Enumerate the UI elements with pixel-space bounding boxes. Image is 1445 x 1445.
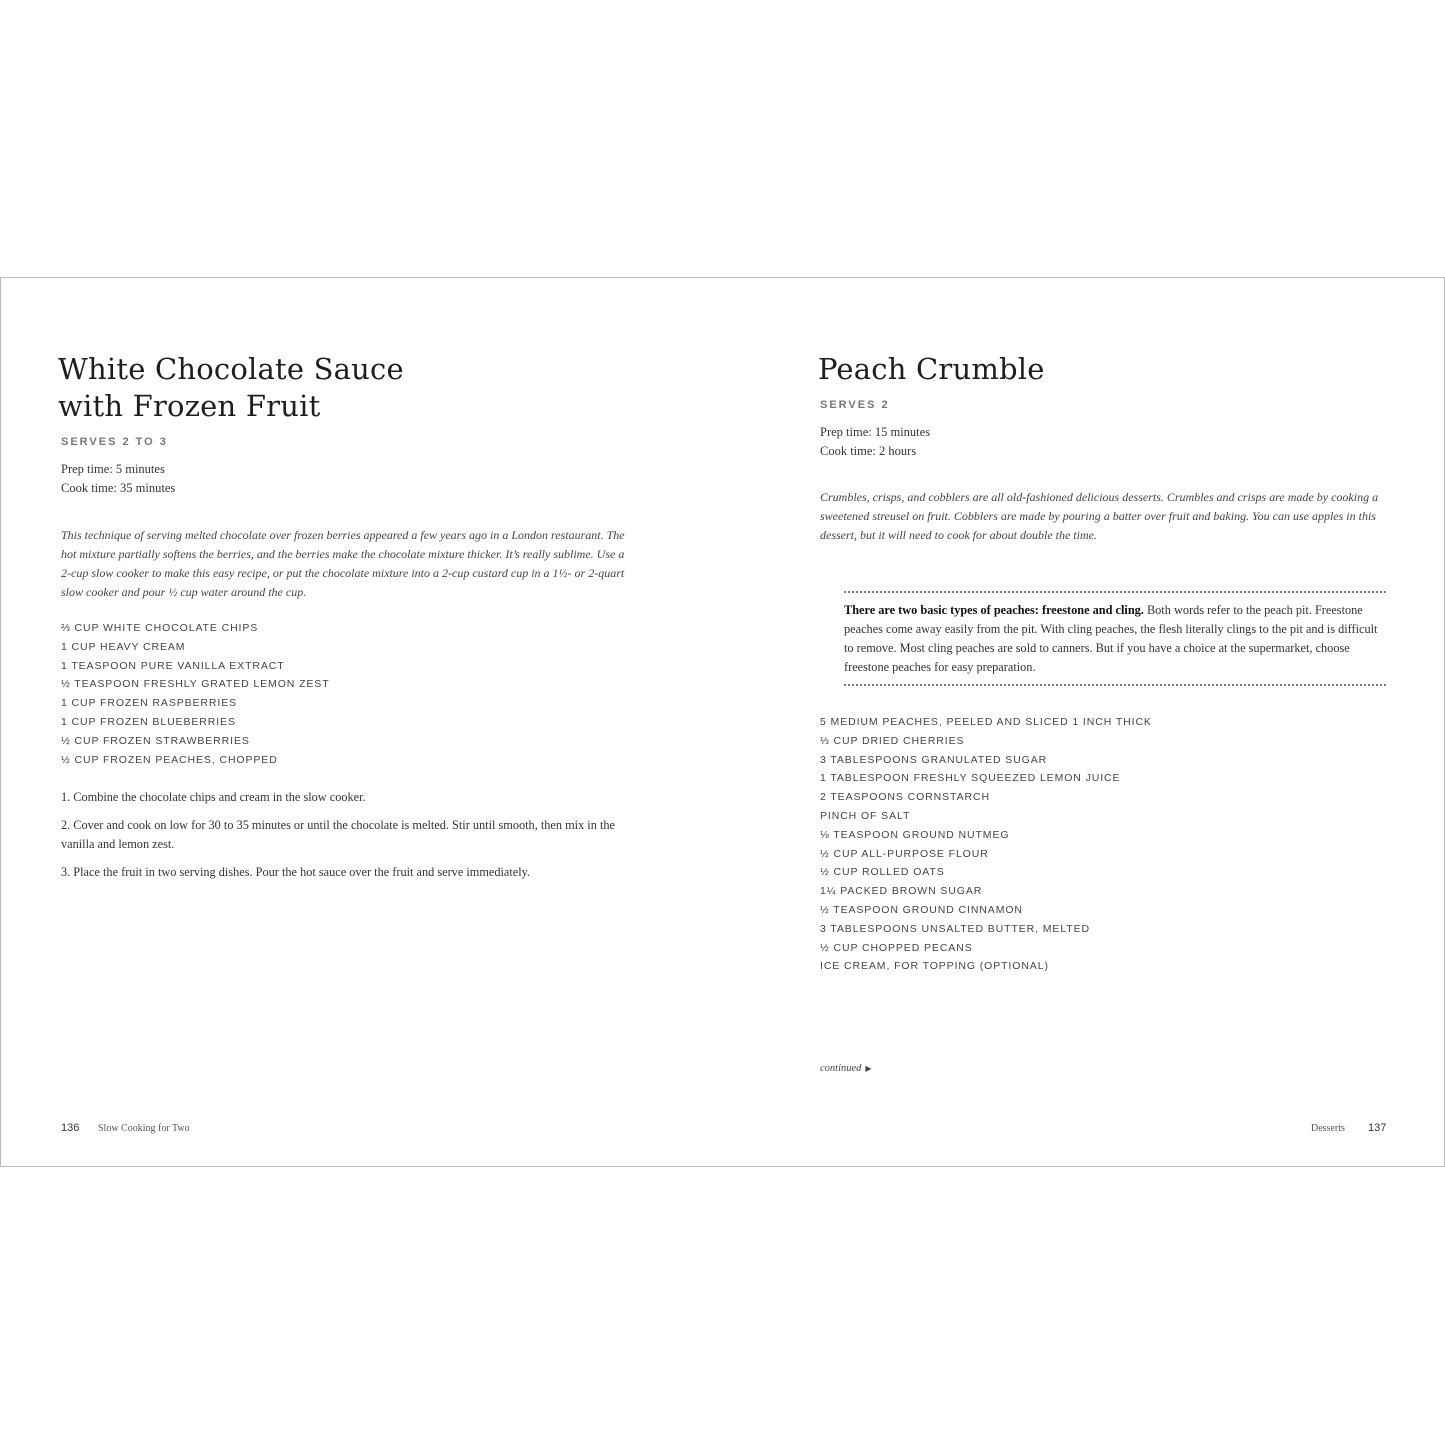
method-step: 3. Place the fruit in two serving dishes. Pour the hot sauce over the fruit and serve immediately. xyxy=(61,865,531,879)
ingredient-item: ICE CREAM, FOR TOPPING (OPTIONAL) xyxy=(820,960,1049,973)
ingredient-item: ⅓ CUP DRIED CHERRIES xyxy=(820,734,965,747)
ingredient-item: PINCH OF SALT xyxy=(820,809,911,822)
tip-divider-bottom xyxy=(844,684,1386,686)
ingredient-item: ½ TEASPOON GROUND CINNAMON xyxy=(820,903,1023,916)
running-head-left: Slow Cooking for Two xyxy=(98,1123,190,1134)
recipe-title xyxy=(58,351,404,425)
ingredient-item: 2 TEASPOONS CORNSTARCH xyxy=(820,791,990,804)
cook-time: Cook time: 2 hours xyxy=(820,444,917,458)
tip-divider-top xyxy=(844,591,1386,593)
running-head-right: Desserts xyxy=(1311,1123,1345,1134)
book-spread xyxy=(0,277,1445,1167)
recipe-intro: Crumbles, crisps, and cobblers are all old-fashioned delicious desserts. Crumbles and crisps are made by cooking a sweetened streusel on fruit. Cobblers are made by pouring a batter over fruit and baking. You can use apples in this dessert, but it will need to cook for about double the time. xyxy=(820,490,1379,542)
ingredient-item: 3 TABLESPOONS UNSALTED BUTTER, MELTED xyxy=(820,922,1090,935)
recipe-times xyxy=(820,423,930,461)
recipe-title-line-2: with Frozen Fruit xyxy=(58,389,321,423)
ingredient-item: 5 MEDIUM PEACHES, PEELED AND SLICED 1 INCH THICK xyxy=(820,716,1152,728)
continued-marker xyxy=(820,1063,872,1074)
tip-box xyxy=(844,601,1388,677)
page-number-right: 137 xyxy=(1368,1122,1387,1134)
ingredient-item: 1 CUP FROZEN RASPBERRIES xyxy=(61,697,238,710)
ingredient-item: ½ CUP ROLLED OATS xyxy=(820,866,945,879)
method-steps xyxy=(61,788,617,891)
ingredient-item: ½ CUP FROZEN PEACHES, CHOPPED xyxy=(61,753,278,766)
ingredient-item: ½ CUP CHOPPED PECANS xyxy=(820,941,973,954)
ingredient-item: ⅛ TEASPOON GROUND NUTMEG xyxy=(820,828,1010,841)
page-number-left: 136 xyxy=(61,1122,80,1134)
ingredient-item: ⅔ CUP WHITE CHOCOLATE CHIPS xyxy=(61,622,259,634)
serves-label: SERVES 2 xyxy=(820,399,890,411)
prep-time: Prep time: 15 minutes xyxy=(820,425,931,439)
cook-time: Cook time: 35 minutes xyxy=(61,481,176,495)
tip-heading: There are two basic types of peaches: freestone and cling. xyxy=(844,603,1144,617)
recipe-times xyxy=(61,460,175,498)
left-page xyxy=(1,278,723,1166)
tip-body: Both words refer to the peach pit. Freestone peaches come away easily from the pit. With cling peaches, the flesh literally clings to the pit and is difficult to remove. Most cling peaches are sold to canners. But if you have a choice at the supermarket, choose freestone peaches for easy preparation. xyxy=(844,603,1378,674)
continued-label: continued xyxy=(820,1063,862,1074)
ingredient-item: ½ CUP ALL-PURPOSE FLOUR xyxy=(820,847,989,860)
prep-time: Prep time: 5 minutes xyxy=(61,462,165,476)
recipe-title-line-1: White Chocolate Sauce xyxy=(58,352,404,386)
serves-label: SERVES 2 TO 3 xyxy=(61,436,168,448)
ingredient-item: 1 CUP HEAVY CREAM xyxy=(61,640,186,653)
method-step: 1. Combine the chocolate chips and cream in the slow cooker. xyxy=(61,790,366,804)
ingredient-item: 1 CUP FROZEN BLUEBERRIES xyxy=(61,715,236,728)
ingredient-item: ½ TEASPOON FRESHLY GRATED LEMON ZEST xyxy=(61,678,330,691)
ingredient-item: 1¼ PACKED BROWN SUGAR xyxy=(820,885,983,898)
ingredient-item: 3 TABLESPOONS GRANULATED SUGAR xyxy=(820,753,1048,766)
ingredient-list xyxy=(820,713,1152,976)
ingredient-item: ½ CUP FROZEN STRAWBERRIES xyxy=(61,734,250,747)
recipe-intro: This technique of serving melted chocolate over frozen berries appeared a few years ago in a London restaurant. The hot mixture partially softens the berries, and the berries make the chocolate mixture thicker. It’s really sublime. Use a 2-cup slow cooker to make this easy recipe, or put the chocolate mixture into a 2-cup custard cup in a 1½- or 2-quart slow cooker and pour ½ cup water around the cup. xyxy=(61,528,625,599)
recipe-title: Peach Crumble xyxy=(818,352,1045,386)
ingredient-list xyxy=(61,619,330,769)
right-page xyxy=(723,278,1444,1166)
ingredient-item: 1 TEASPOON PURE VANILLA EXTRACT xyxy=(61,659,285,672)
method-step: 2. Cover and cook on low for 30 to 35 minutes or until the chocolate is melted. Stir until smooth, then mix in the vanilla and lemon zest. xyxy=(61,818,615,851)
arrow-right-icon: ▶ xyxy=(865,1064,872,1073)
ingredient-item: 1 TABLESPOON FRESHLY SQUEEZED LEMON JUICE xyxy=(820,772,1121,785)
